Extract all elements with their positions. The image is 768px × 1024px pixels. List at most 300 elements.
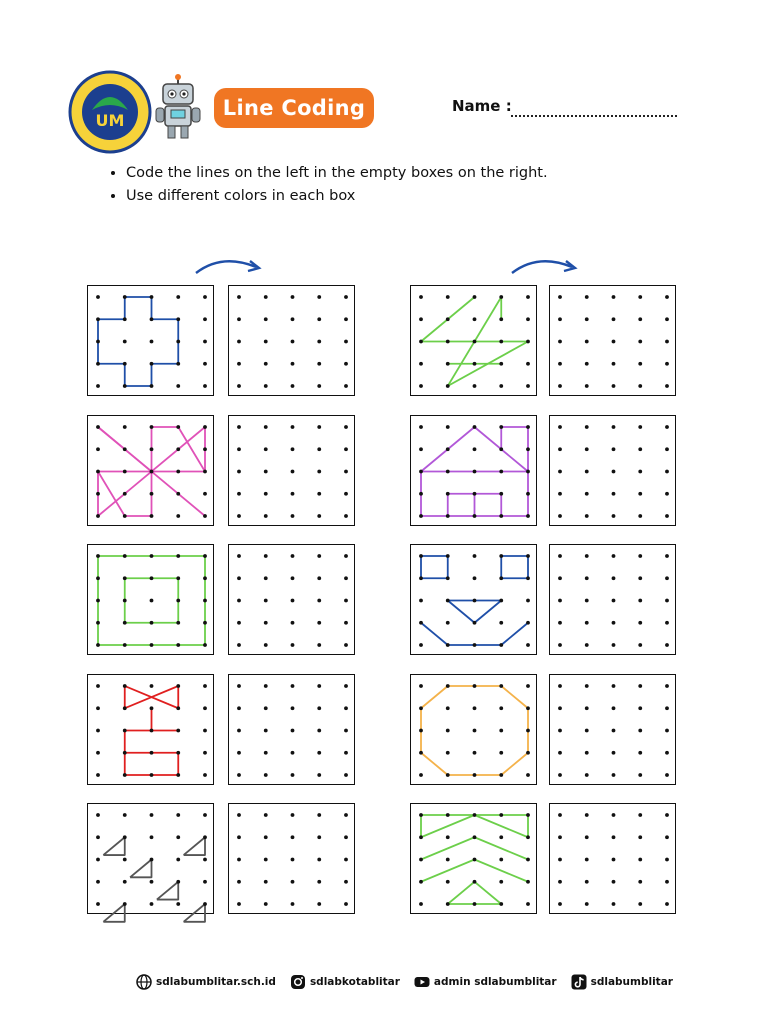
- grid-dot: [499, 340, 503, 344]
- grid-dot: [473, 880, 477, 884]
- grid-dot: [264, 684, 268, 688]
- grid-dot: [237, 621, 241, 625]
- grid-dot: [558, 599, 562, 603]
- grid-dot: [473, 295, 477, 299]
- grid-dot: [317, 902, 321, 906]
- grid-dot: [473, 621, 477, 625]
- empty-grid[interactable]: [549, 285, 676, 396]
- grid-dot: [123, 813, 127, 817]
- grid-dot: [176, 621, 180, 625]
- pattern-line: [125, 753, 179, 775]
- grid-dot: [123, 643, 127, 647]
- pattern-line: [184, 837, 205, 855]
- grid-dot: [344, 384, 348, 388]
- empty-grid[interactable]: [228, 803, 355, 914]
- grid-dot: [264, 425, 268, 429]
- grid-dot: [612, 858, 616, 862]
- grid-dot: [237, 362, 241, 366]
- grid-dot: [317, 425, 321, 429]
- pattern-line: [421, 623, 528, 645]
- grid-dot: [665, 514, 669, 518]
- grid-dot: [665, 317, 669, 321]
- instagram-icon: [290, 974, 306, 990]
- grid-dot: [499, 813, 503, 817]
- grid-dot: [237, 384, 241, 388]
- grid-dot: [558, 706, 562, 710]
- instruction-item: • Code the lines on the left in the empty boxes on the right.: [126, 165, 548, 181]
- pattern-line: [103, 904, 124, 922]
- grid-dot: [526, 643, 530, 647]
- grid-dot: [446, 384, 450, 388]
- grid-dot: [558, 492, 562, 496]
- grid-dot: [499, 514, 503, 518]
- grid-dot: [317, 340, 321, 344]
- grid-dot: [96, 554, 100, 558]
- grid-dot: [237, 773, 241, 777]
- grid-dot: [176, 295, 180, 299]
- grid-dot: [665, 554, 669, 558]
- grid-dot: [638, 599, 642, 603]
- grid-dot: [344, 858, 348, 862]
- grid-dot: [419, 447, 423, 451]
- grid-dot: [612, 492, 616, 496]
- grid-dot: [638, 340, 642, 344]
- grid-dot: [291, 492, 295, 496]
- grid-dot: [473, 643, 477, 647]
- grid-dot: [176, 554, 180, 558]
- grid-dot: [96, 470, 100, 474]
- pattern-grid: [410, 803, 537, 914]
- grid-dot: [612, 447, 616, 451]
- name-input-line[interactable]: [511, 115, 677, 117]
- grid-dot: [176, 425, 180, 429]
- grid-dot: [638, 470, 642, 474]
- grid-dot: [612, 384, 616, 388]
- grid-dot: [446, 729, 450, 733]
- grid-dot: [612, 880, 616, 884]
- grid-dot: [638, 425, 642, 429]
- grid-dot: [612, 706, 616, 710]
- grid-dot: [558, 902, 562, 906]
- grid-dot: [203, 340, 207, 344]
- grid-dot: [558, 576, 562, 580]
- grid-dot: [665, 729, 669, 733]
- grid-dot: [585, 643, 589, 647]
- grid-dot: [123, 858, 127, 862]
- grid-dot: [203, 514, 207, 518]
- grid-dot: [526, 880, 530, 884]
- grid-dot: [150, 643, 154, 647]
- grid-dot: [176, 684, 180, 688]
- grid-dot: [96, 880, 100, 884]
- pattern-grid: [87, 544, 214, 655]
- pattern-grid: [87, 285, 214, 396]
- grid-dot: [638, 684, 642, 688]
- instructions-list: [108, 165, 548, 211]
- grid-dot: [344, 514, 348, 518]
- grid-dot: [237, 706, 241, 710]
- grid-dot: [585, 880, 589, 884]
- grid-dot: [638, 295, 642, 299]
- grid-dot: [499, 425, 503, 429]
- grid-dot: [264, 576, 268, 580]
- grid-dot: [317, 295, 321, 299]
- grid-dot: [499, 880, 503, 884]
- grid-dot: [150, 706, 154, 710]
- grid-dot: [612, 729, 616, 733]
- grid-dot: [446, 902, 450, 906]
- grid-dot: [419, 643, 423, 647]
- grid-dot: [176, 880, 180, 884]
- grid-dot: [558, 470, 562, 474]
- grid-dot: [203, 599, 207, 603]
- grid-dot: [96, 621, 100, 625]
- grid-dot: [638, 317, 642, 321]
- grid-dot: [526, 470, 530, 474]
- grid-dot: [585, 751, 589, 755]
- grid-dot: [150, 317, 154, 321]
- instagram-text: sdlabkotablitar: [309, 976, 400, 988]
- grid-dot: [638, 880, 642, 884]
- grid-dot: [473, 858, 477, 862]
- grid-dot: [558, 340, 562, 344]
- grid-dot: [344, 295, 348, 299]
- grid-dot: [446, 599, 450, 603]
- grid-dot: [612, 295, 616, 299]
- grid-dot: [344, 813, 348, 817]
- grid-dot: [526, 447, 530, 451]
- grid-dot: [446, 576, 450, 580]
- grid-dot: [499, 621, 503, 625]
- grid-dot: [558, 773, 562, 777]
- grid-dot: [585, 362, 589, 366]
- arrow-icon: [192, 255, 264, 279]
- grid-dot: [237, 599, 241, 603]
- grid-dot: [291, 340, 295, 344]
- pattern-drawing: [88, 804, 215, 915]
- grid-dot: [123, 576, 127, 580]
- grid-dot: [419, 751, 423, 755]
- grid-dot: [638, 729, 642, 733]
- grid-dot: [150, 470, 154, 474]
- pattern-line: [421, 815, 528, 837]
- pattern-line: [103, 837, 124, 855]
- grid-dot: [150, 492, 154, 496]
- grid-dot: [499, 773, 503, 777]
- grid-dot: [612, 425, 616, 429]
- grid-dot: [96, 902, 100, 906]
- grid-dot: [291, 384, 295, 388]
- grid-dot: [203, 621, 207, 625]
- grid-dot: [419, 425, 423, 429]
- grid-dot: [344, 684, 348, 688]
- grid-dot: [446, 514, 450, 518]
- grid-dot: [526, 384, 530, 388]
- grid-dot: [150, 340, 154, 344]
- grid-dot: [264, 554, 268, 558]
- grid-dot: [526, 317, 530, 321]
- grid-dot: [237, 835, 241, 839]
- grid-dot: [499, 729, 503, 733]
- grid-dot: [499, 706, 503, 710]
- grid-dot: [264, 858, 268, 862]
- grid-dot: [291, 470, 295, 474]
- grid-dot: [446, 492, 450, 496]
- grid-dot: [203, 684, 207, 688]
- grid-dot: [419, 384, 423, 388]
- grid-dot: [419, 295, 423, 299]
- grid-dot: [526, 362, 530, 366]
- grid-dot: [317, 643, 321, 647]
- grid-dot: [123, 362, 127, 366]
- grid-dot: [558, 880, 562, 884]
- grid-dot: [612, 554, 616, 558]
- grid-dot: [585, 729, 589, 733]
- grid-dot: [264, 902, 268, 906]
- grid-dot: [264, 813, 268, 817]
- empty-grid[interactable]: [549, 674, 676, 785]
- grid-dot: [203, 295, 207, 299]
- grid-dot: [203, 470, 207, 474]
- grid-dot: [123, 340, 127, 344]
- grid-dot: [638, 554, 642, 558]
- grid-dot: [344, 835, 348, 839]
- grid-dot: [665, 621, 669, 625]
- tiktok-icon: [571, 974, 587, 990]
- grid-dot: [176, 317, 180, 321]
- grid-dot: [317, 470, 321, 474]
- grid-dot: [526, 492, 530, 496]
- grid-dot: [499, 643, 503, 647]
- empty-grid[interactable]: [549, 415, 676, 526]
- grid-dot: [96, 340, 100, 344]
- pattern-drawing: [88, 545, 215, 656]
- grid-dot: [291, 576, 295, 580]
- grid-dot: [237, 554, 241, 558]
- grid-dot: [499, 576, 503, 580]
- grid-dot: [638, 813, 642, 817]
- grid-dot: [344, 425, 348, 429]
- pattern-line: [501, 427, 528, 472]
- grid-dot: [176, 599, 180, 603]
- grid-dot: [638, 773, 642, 777]
- grid-dot: [665, 384, 669, 388]
- grid-dot: [264, 751, 268, 755]
- grid-dot: [291, 773, 295, 777]
- grid-dot: [344, 621, 348, 625]
- grid-dot: [176, 447, 180, 451]
- dot-grid: [229, 804, 356, 915]
- grid-dot: [150, 295, 154, 299]
- grid-dot: [176, 751, 180, 755]
- grid-dot: [585, 317, 589, 321]
- pattern-line: [421, 860, 528, 882]
- grid-dot: [585, 514, 589, 518]
- pattern-drawing: [88, 675, 215, 786]
- grid-dot: [344, 576, 348, 580]
- grid-dot: [176, 492, 180, 496]
- grid-dot: [446, 425, 450, 429]
- grid-dot: [264, 340, 268, 344]
- grid-dot: [473, 599, 477, 603]
- grid-dot: [203, 554, 207, 558]
- grid-dot: [264, 514, 268, 518]
- youtube-text: admin sdlabumblitar: [433, 976, 557, 988]
- grid-dot: [264, 470, 268, 474]
- grid-dot: [638, 858, 642, 862]
- grid-dot: [526, 813, 530, 817]
- grid-dot: [473, 813, 477, 817]
- youtube-icon: [414, 974, 430, 990]
- grid-dot: [96, 643, 100, 647]
- grid-dot: [150, 599, 154, 603]
- instruction-item: • Use different colors in each box: [126, 188, 548, 204]
- grid-dot: [291, 835, 295, 839]
- grid-dot: [150, 902, 154, 906]
- dot-grid: [550, 416, 677, 527]
- grid-dot: [665, 751, 669, 755]
- grid-dot: [558, 295, 562, 299]
- grid-dot: [150, 362, 154, 366]
- grid-dot: [344, 643, 348, 647]
- grid-dot: [638, 362, 642, 366]
- grid-dot: [176, 813, 180, 817]
- grid-dot: [558, 835, 562, 839]
- empty-grid[interactable]: [228, 285, 355, 396]
- grid-dot: [123, 684, 127, 688]
- grid-dot: [665, 858, 669, 862]
- grid-dot: [317, 576, 321, 580]
- grid-dot: [526, 835, 530, 839]
- grid-dot: [203, 384, 207, 388]
- grid-dot: [665, 643, 669, 647]
- grid-dot: [558, 858, 562, 862]
- grid-dot: [317, 729, 321, 733]
- footer: [136, 974, 673, 990]
- pattern-grid: [87, 674, 214, 785]
- globe-icon: [136, 974, 152, 990]
- grid-dot: [558, 514, 562, 518]
- pattern-grid: [410, 674, 537, 785]
- grid-dot: [419, 835, 423, 839]
- grid-dot: [291, 729, 295, 733]
- grid-dot: [499, 317, 503, 321]
- grid-dot: [585, 621, 589, 625]
- grid-dot: [585, 858, 589, 862]
- empty-grid[interactable]: [549, 544, 676, 655]
- empty-grid[interactable]: [549, 803, 676, 914]
- grid-dot: [344, 729, 348, 733]
- grid-dot: [317, 317, 321, 321]
- footer-youtube: [414, 974, 557, 990]
- grid-dot: [123, 317, 127, 321]
- grid-dot: [612, 813, 616, 817]
- grid-dot: [176, 643, 180, 647]
- robot-icon: [153, 74, 203, 140]
- grid-dot: [665, 835, 669, 839]
- grid-dot: [612, 362, 616, 366]
- grid-dot: [264, 729, 268, 733]
- footer-website: [136, 974, 276, 990]
- grid-dot: [344, 362, 348, 366]
- grid-dot: [638, 621, 642, 625]
- grid-dot: [419, 813, 423, 817]
- grid-dot: [237, 643, 241, 647]
- grid-dot: [291, 362, 295, 366]
- grid-dot: [612, 599, 616, 603]
- grid-dot: [473, 835, 477, 839]
- grid-dot: [344, 492, 348, 496]
- grid-dot: [446, 751, 450, 755]
- grid-dot: [665, 684, 669, 688]
- grid-dot: [344, 317, 348, 321]
- pattern-drawing: [411, 545, 538, 656]
- grid-dot: [419, 858, 423, 862]
- empty-grid[interactable]: [228, 415, 355, 526]
- grid-dot: [291, 295, 295, 299]
- grid-dot: [150, 447, 154, 451]
- grid-dot: [291, 425, 295, 429]
- dot-grid: [550, 545, 677, 656]
- grid-dot: [123, 447, 127, 451]
- empty-grid[interactable]: [228, 544, 355, 655]
- grid-dot: [264, 447, 268, 451]
- grid-dot: [665, 813, 669, 817]
- grid-dot: [344, 902, 348, 906]
- grid-dot: [344, 340, 348, 344]
- grid-dot: [344, 751, 348, 755]
- pattern-drawing: [88, 416, 215, 527]
- grid-dot: [291, 684, 295, 688]
- grid-dot: [96, 684, 100, 688]
- grid-dot: [291, 902, 295, 906]
- grid-dot: [446, 317, 450, 321]
- grid-dot: [237, 295, 241, 299]
- grid-dot: [419, 729, 423, 733]
- grid-dot: [473, 317, 477, 321]
- grid-dot: [291, 554, 295, 558]
- empty-grid[interactable]: [228, 674, 355, 785]
- pattern-drawing: [411, 286, 538, 397]
- grid-dot: [344, 706, 348, 710]
- grid-dot: [585, 835, 589, 839]
- grid-dot: [473, 554, 477, 558]
- footer-instagram: [290, 974, 400, 990]
- grid-dot: [612, 751, 616, 755]
- grid-dot: [317, 447, 321, 451]
- grid-dot: [96, 858, 100, 862]
- grid-dot: [123, 902, 127, 906]
- grid-dot: [446, 554, 450, 558]
- grid-dot: [473, 684, 477, 688]
- grid-dot: [499, 684, 503, 688]
- grid-dot: [264, 362, 268, 366]
- grid-dot: [237, 902, 241, 906]
- grid-dot: [150, 858, 154, 862]
- grid-dot: [317, 858, 321, 862]
- grid-dot: [176, 858, 180, 862]
- grid-dot: [526, 425, 530, 429]
- grid-dot: [123, 425, 127, 429]
- grid-dot: [419, 492, 423, 496]
- grid-dot: [150, 880, 154, 884]
- grid-dot: [264, 643, 268, 647]
- grid-dot: [473, 729, 477, 733]
- grid-dot: [150, 514, 154, 518]
- grid-dot: [526, 858, 530, 862]
- grid-dot: [499, 470, 503, 474]
- grid-dot: [176, 773, 180, 777]
